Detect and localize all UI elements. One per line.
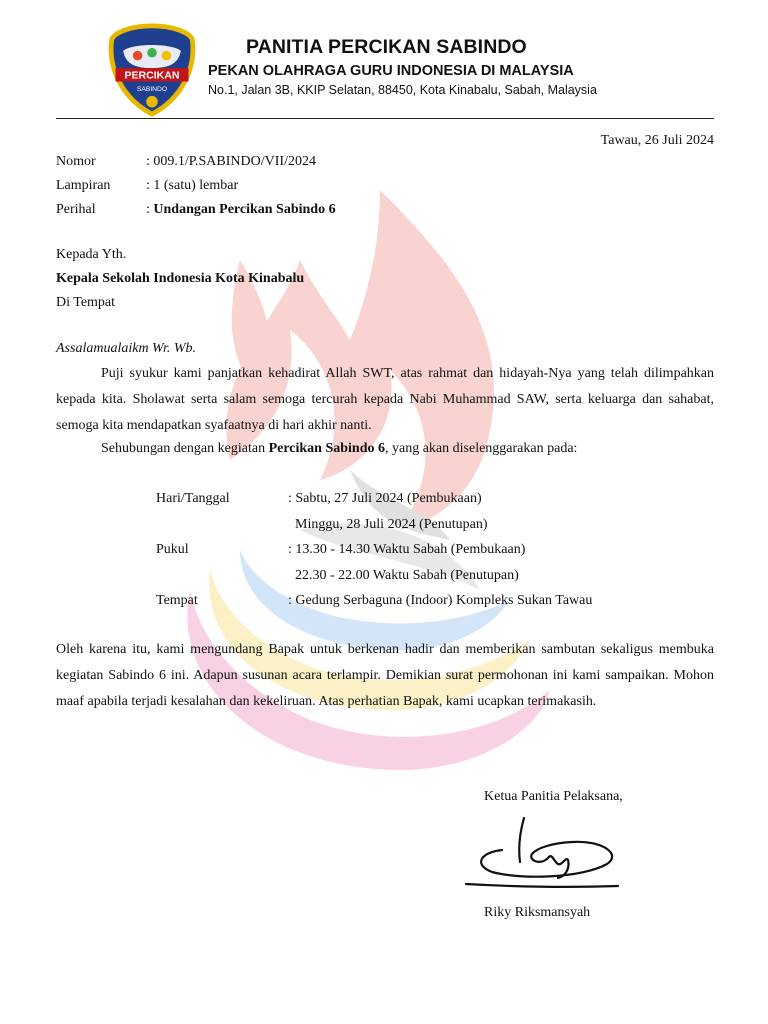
paragraph-2-event-name: Percikan Sabindo 6: [268, 441, 385, 456]
recipient-place: Di Tempat: [56, 295, 116, 310]
handwritten-signature: [462, 812, 622, 897]
meta-label-perihal: Perihal: [56, 202, 96, 217]
event-place-label: Tempat: [156, 593, 198, 608]
paragraph-3: Oleh karena itu, kami mengundang Bapak untuk berkenan hadir dan memberikan sambutan sekaligus membuka kegiatan Sabindo 6 ini. Adapun susunan acara terlampir. Demikian surat permohonan ini kami sampaikan. Mohon maaf apabila terjadi kesalahan dan kekeliruan. Atas perhatian Bapak, kami ucapkan terimakasih.: [56, 642, 714, 709]
meta-value-lampiran: : 1 (satu) lembar: [146, 178, 239, 193]
meta-label-lampiran: Lampiran: [56, 178, 111, 193]
org-subtitle: PEKAN OLAHRAGA GURU INDONESIA DI MALAYSIA: [208, 63, 574, 79]
org-title: PANITIA PERCIKAN SABINDO: [246, 36, 527, 58]
meta-value-perihal: [146, 201, 336, 219]
recipient-salutation: Kepada Yth.: [56, 247, 127, 262]
event-place: : Gedung Serbaguna (Indoor) Kompleks Sukan Tawau: [288, 593, 593, 608]
paragraph-1-text: Puji syukur kami panjatkan kehadirat Allah SWT, atas rahmat dan hidayah-Nya yang telah dilimpahkan kepada kita. Sholawat serta salam semoga tercurah kepada Nabi Muhammad SAW, serta keluarga dan sahabat, semoga kita mendapatkan syafaatnya di hari akhir nanti.: [56, 366, 714, 433]
event-time-1: : 13.30 - 14.30 Waktu Sabah (Pembukaan): [288, 542, 526, 557]
paragraph-2-before: Sehubungan dengan kegiatan: [101, 441, 269, 456]
org-address: No.1, Jalan 3B, KKIP Selatan, 88450, Kota Kinabalu, Sabah, Malaysia: [208, 83, 597, 97]
percikan-sabindo-logo: [104, 22, 200, 118]
svg-text:PERCIKAN: PERCIKAN: [124, 69, 180, 82]
header-divider: [56, 118, 714, 119]
event-time-label: Pukul: [156, 542, 189, 557]
place-date: Tawau, 26 Juli 2024: [600, 133, 714, 148]
event-day-2: Minggu, 28 Juli 2024 (Penutupan): [295, 517, 488, 532]
signature-position: Ketua Panitia Pelaksana,: [484, 789, 623, 804]
perihal-colon: :: [146, 202, 154, 217]
paragraph-2-after: , yang akan diselenggarakan pada:: [385, 441, 578, 456]
svg-text:SABINDO: SABINDO: [136, 86, 168, 94]
paragraph-1: [56, 361, 714, 439]
recipient-name: Kepala Sekolah Indonesia Kota Kinabalu: [56, 271, 305, 286]
perihal-subject: Undangan Percikan Sabindo 6: [153, 202, 336, 217]
event-day-label: Hari/Tanggal: [156, 491, 230, 506]
paragraph-2: [101, 440, 577, 458]
greeting: Assalamualaikm Wr. Wb.: [56, 341, 196, 356]
event-time-2: 22.30 - 22.00 Waktu Sabah (Penutupan): [295, 568, 519, 583]
event-day-1: : Sabtu, 27 Juli 2024 (Pembukaan): [288, 491, 482, 506]
signatory-name: Riky Riksmansyah: [484, 905, 591, 920]
meta-label-nomor: Nomor: [56, 154, 96, 169]
meta-value-nomor: : 009.1/P.SABINDO/VII/2024: [146, 154, 316, 169]
